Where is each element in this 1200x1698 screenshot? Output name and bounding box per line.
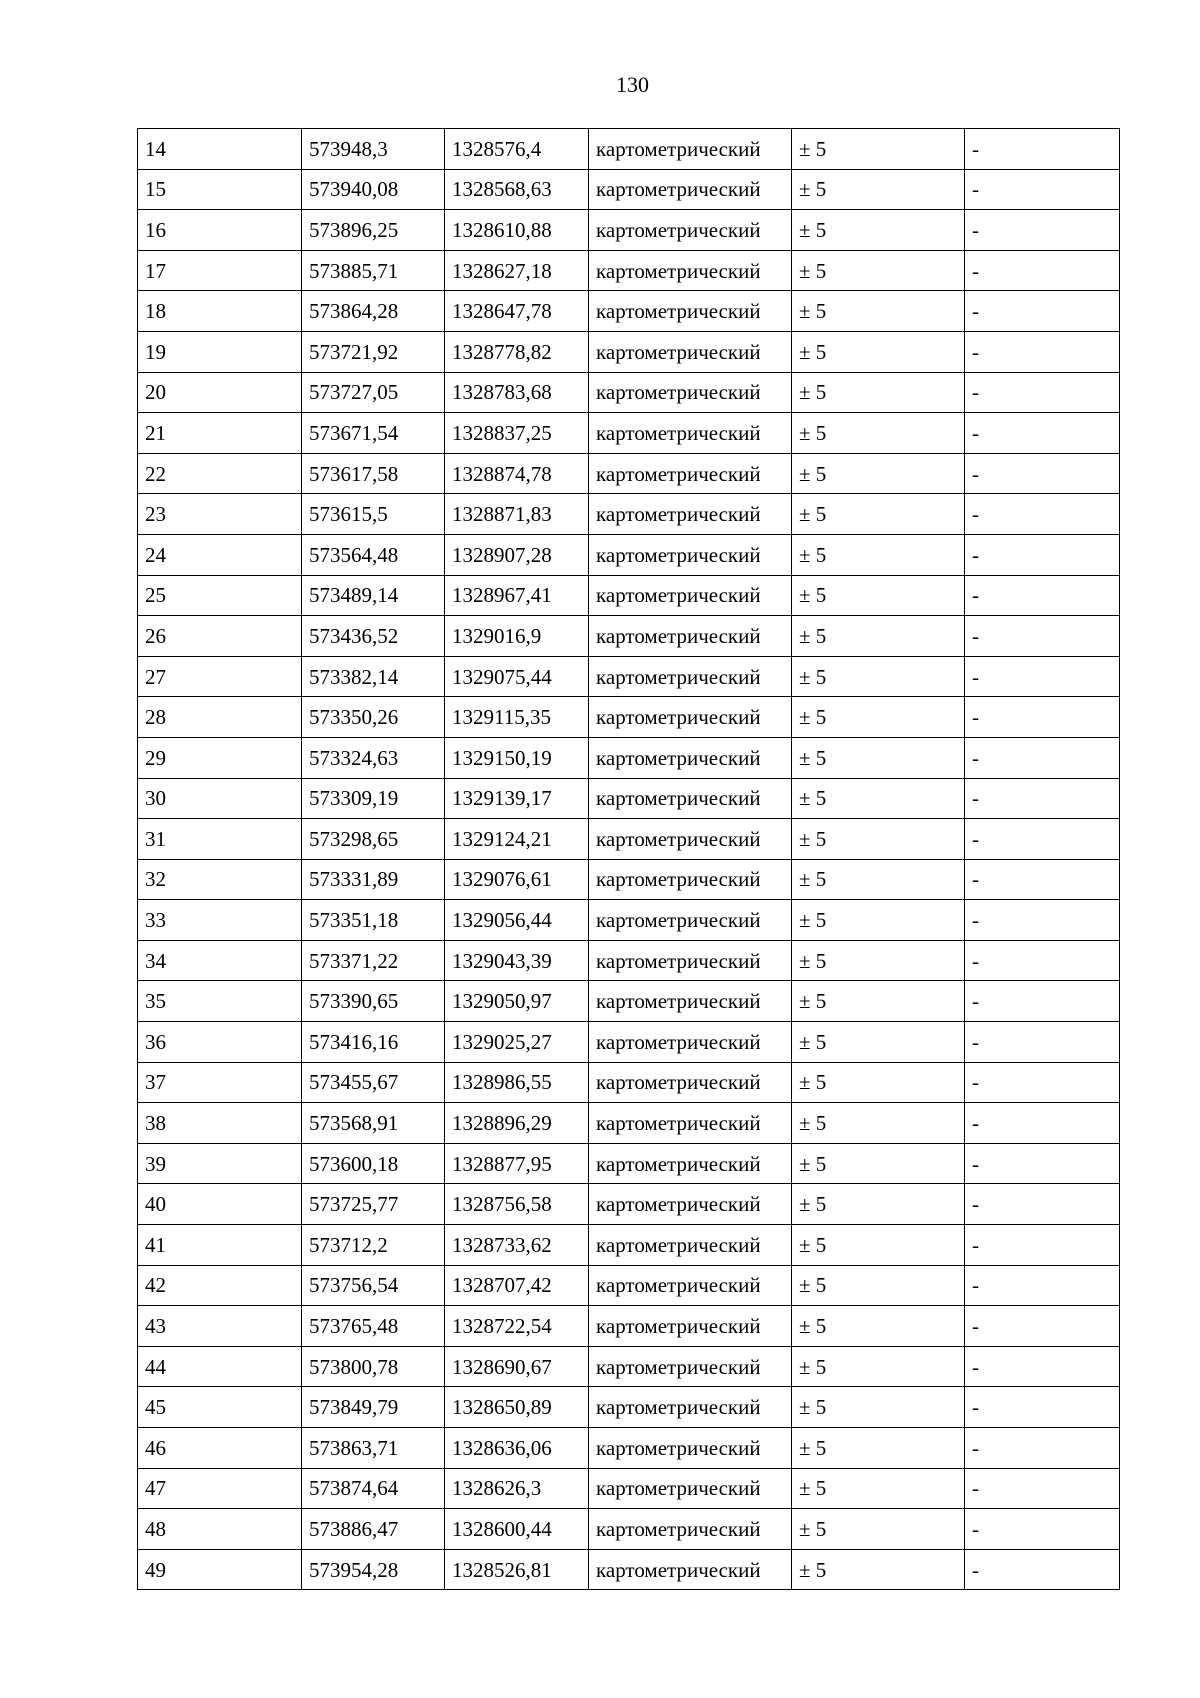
table-row [138, 1225, 1120, 1266]
note-cell: - [965, 1387, 1120, 1428]
method-cell: картометрический [589, 331, 792, 372]
x-coordinate-cell: 573351,18 [302, 900, 445, 941]
note-cell: - [965, 778, 1120, 819]
table-row [138, 1143, 1120, 1184]
y-coordinate-cell: 1328610,88 [445, 210, 589, 251]
x-coordinate-cell: 573298,65 [302, 819, 445, 860]
method-cell: картометрический [589, 656, 792, 697]
note-cell: - [965, 331, 1120, 372]
y-coordinate-cell: 1328526,81 [445, 1549, 589, 1590]
point-number-cell: 31 [138, 819, 302, 860]
y-coordinate-cell: 1328783,68 [445, 372, 589, 413]
x-coordinate-cell: 573885,71 [302, 250, 445, 291]
point-number-cell: 14 [138, 129, 302, 170]
method-cell: картометрический [589, 1549, 792, 1590]
x-coordinate-cell: 573864,28 [302, 291, 445, 332]
table-row [138, 250, 1120, 291]
method-cell: картометрический [589, 575, 792, 616]
note-cell: - [965, 1428, 1120, 1469]
point-number-cell: 32 [138, 859, 302, 900]
note-cell: - [965, 575, 1120, 616]
point-number-cell: 43 [138, 1306, 302, 1347]
y-coordinate-cell: 1328874,78 [445, 453, 589, 494]
accuracy-cell: ± 5 [792, 250, 965, 291]
y-coordinate-cell: 1328756,58 [445, 1184, 589, 1225]
table-row [138, 1103, 1120, 1144]
point-number-cell: 19 [138, 331, 302, 372]
point-number-cell: 49 [138, 1549, 302, 1590]
point-number-cell: 34 [138, 940, 302, 981]
accuracy-cell: ± 5 [792, 1549, 965, 1590]
y-coordinate-cell: 1328877,95 [445, 1143, 589, 1184]
table-row [138, 778, 1120, 819]
x-coordinate-cell: 573712,2 [302, 1225, 445, 1266]
accuracy-cell: ± 5 [792, 169, 965, 210]
note-cell: - [965, 413, 1120, 454]
table-row [138, 129, 1120, 170]
note-cell: - [965, 697, 1120, 738]
table-row [138, 1549, 1120, 1590]
method-cell: картометрический [589, 1306, 792, 1347]
x-coordinate-cell: 573874,64 [302, 1468, 445, 1509]
point-number-cell: 46 [138, 1428, 302, 1469]
accuracy-cell: ± 5 [792, 453, 965, 494]
note-cell: - [965, 291, 1120, 332]
accuracy-cell: ± 5 [792, 819, 965, 860]
method-cell: картометрический [589, 1428, 792, 1469]
method-cell: картометрический [589, 737, 792, 778]
y-coordinate-cell: 1329050,97 [445, 981, 589, 1022]
y-coordinate-cell: 1328896,29 [445, 1103, 589, 1144]
point-number-cell: 20 [138, 372, 302, 413]
method-cell: картометрический [589, 413, 792, 454]
method-cell: картометрический [589, 1184, 792, 1225]
note-cell: - [965, 1468, 1120, 1509]
note-cell: - [965, 250, 1120, 291]
accuracy-cell: ± 5 [792, 413, 965, 454]
x-coordinate-cell: 573863,71 [302, 1428, 445, 1469]
table-row [138, 372, 1120, 413]
x-coordinate-cell: 573615,5 [302, 494, 445, 535]
point-number-cell: 47 [138, 1468, 302, 1509]
y-coordinate-cell: 1328568,63 [445, 169, 589, 210]
x-coordinate-cell: 573455,67 [302, 1062, 445, 1103]
x-coordinate-cell: 573564,48 [302, 534, 445, 575]
table-row [138, 169, 1120, 210]
note-cell: - [965, 453, 1120, 494]
table-row [138, 1346, 1120, 1387]
accuracy-cell: ± 5 [792, 981, 965, 1022]
note-cell: - [965, 1225, 1120, 1266]
note-cell: - [965, 210, 1120, 251]
accuracy-cell: ± 5 [792, 900, 965, 941]
y-coordinate-cell: 1328600,44 [445, 1509, 589, 1550]
y-coordinate-cell: 1329139,17 [445, 778, 589, 819]
table-row [138, 1509, 1120, 1550]
y-coordinate-cell: 1328690,67 [445, 1346, 589, 1387]
y-coordinate-cell: 1328627,18 [445, 250, 589, 291]
note-cell: - [965, 494, 1120, 535]
y-coordinate-cell: 1328707,42 [445, 1265, 589, 1306]
x-coordinate-cell: 573600,18 [302, 1143, 445, 1184]
accuracy-cell: ± 5 [792, 697, 965, 738]
note-cell: - [965, 1062, 1120, 1103]
point-number-cell: 36 [138, 1022, 302, 1063]
table-row [138, 1022, 1120, 1063]
note-cell: - [965, 1184, 1120, 1225]
point-number-cell: 21 [138, 413, 302, 454]
point-number-cell: 48 [138, 1509, 302, 1550]
coordinates-table-body [138, 129, 1120, 1590]
point-number-cell: 23 [138, 494, 302, 535]
method-cell: картометрический [589, 1468, 792, 1509]
table-row [138, 331, 1120, 372]
point-number-cell: 27 [138, 656, 302, 697]
method-cell: картометрический [589, 129, 792, 170]
accuracy-cell: ± 5 [792, 1184, 965, 1225]
method-cell: картометрический [589, 1265, 792, 1306]
x-coordinate-cell: 573489,14 [302, 575, 445, 616]
table-row [138, 1468, 1120, 1509]
point-number-cell: 22 [138, 453, 302, 494]
y-coordinate-cell: 1329043,39 [445, 940, 589, 981]
table-row [138, 656, 1120, 697]
x-coordinate-cell: 573331,89 [302, 859, 445, 900]
method-cell: картометрический [589, 1022, 792, 1063]
table-row [138, 291, 1120, 332]
accuracy-cell: ± 5 [792, 129, 965, 170]
table-row [138, 737, 1120, 778]
y-coordinate-cell: 1328967,41 [445, 575, 589, 616]
x-coordinate-cell: 573436,52 [302, 616, 445, 657]
y-coordinate-cell: 1328871,83 [445, 494, 589, 535]
x-coordinate-cell: 573382,14 [302, 656, 445, 697]
accuracy-cell: ± 5 [792, 575, 965, 616]
note-cell: - [965, 616, 1120, 657]
x-coordinate-cell: 573800,78 [302, 1346, 445, 1387]
accuracy-cell: ± 5 [792, 1062, 965, 1103]
point-number-cell: 24 [138, 534, 302, 575]
note-cell: - [965, 656, 1120, 697]
accuracy-cell: ± 5 [792, 291, 965, 332]
point-number-cell: 15 [138, 169, 302, 210]
point-number-cell: 40 [138, 1184, 302, 1225]
point-number-cell: 26 [138, 616, 302, 657]
x-coordinate-cell: 573416,16 [302, 1022, 445, 1063]
note-cell: - [965, 169, 1120, 210]
point-number-cell: 25 [138, 575, 302, 616]
x-coordinate-cell: 573954,28 [302, 1549, 445, 1590]
table-row [138, 413, 1120, 454]
y-coordinate-cell: 1329056,44 [445, 900, 589, 941]
table-row [138, 900, 1120, 941]
accuracy-cell: ± 5 [792, 1103, 965, 1144]
y-coordinate-cell: 1328986,55 [445, 1062, 589, 1103]
note-cell: - [965, 1022, 1120, 1063]
note-cell: - [965, 859, 1120, 900]
y-coordinate-cell: 1328647,78 [445, 291, 589, 332]
accuracy-cell: ± 5 [792, 210, 965, 251]
y-coordinate-cell: 1329025,27 [445, 1022, 589, 1063]
accuracy-cell: ± 5 [792, 940, 965, 981]
point-number-cell: 35 [138, 981, 302, 1022]
accuracy-cell: ± 5 [792, 1428, 965, 1469]
method-cell: картометрический [589, 1387, 792, 1428]
method-cell: картометрический [589, 250, 792, 291]
table-row [138, 1062, 1120, 1103]
accuracy-cell: ± 5 [792, 372, 965, 413]
point-number-cell: 39 [138, 1143, 302, 1184]
method-cell: картометрический [589, 534, 792, 575]
x-coordinate-cell: 573371,22 [302, 940, 445, 981]
method-cell: картометрический [589, 1346, 792, 1387]
point-number-cell: 33 [138, 900, 302, 941]
x-coordinate-cell: 573390,65 [302, 981, 445, 1022]
y-coordinate-cell: 1328907,28 [445, 534, 589, 575]
accuracy-cell: ± 5 [792, 331, 965, 372]
note-cell: - [965, 1306, 1120, 1347]
method-cell: картометрический [589, 859, 792, 900]
method-cell: картометрический [589, 616, 792, 657]
note-cell: - [965, 534, 1120, 575]
x-coordinate-cell: 573886,47 [302, 1509, 445, 1550]
point-number-cell: 41 [138, 1225, 302, 1266]
table-row [138, 697, 1120, 738]
y-coordinate-cell: 1329075,44 [445, 656, 589, 697]
point-number-cell: 29 [138, 737, 302, 778]
method-cell: картометрический [589, 453, 792, 494]
accuracy-cell: ± 5 [792, 737, 965, 778]
x-coordinate-cell: 573727,05 [302, 372, 445, 413]
x-coordinate-cell: 573671,54 [302, 413, 445, 454]
y-coordinate-cell: 1328722,54 [445, 1306, 589, 1347]
table-row [138, 453, 1120, 494]
x-coordinate-cell: 573940,08 [302, 169, 445, 210]
table-row [138, 1428, 1120, 1469]
y-coordinate-cell: 1329076,61 [445, 859, 589, 900]
note-cell: - [965, 1143, 1120, 1184]
accuracy-cell: ± 5 [792, 778, 965, 819]
method-cell: картометрический [589, 1225, 792, 1266]
y-coordinate-cell: 1328778,82 [445, 331, 589, 372]
method-cell: картометрический [589, 291, 792, 332]
point-number-cell: 42 [138, 1265, 302, 1306]
note-cell: - [965, 1103, 1120, 1144]
x-coordinate-cell: 573948,3 [302, 129, 445, 170]
note-cell: - [965, 940, 1120, 981]
point-number-cell: 30 [138, 778, 302, 819]
coordinates-table [137, 128, 1120, 1590]
table-row [138, 859, 1120, 900]
method-cell: картометрический [589, 494, 792, 535]
accuracy-cell: ± 5 [792, 1225, 965, 1266]
accuracy-cell: ± 5 [792, 1387, 965, 1428]
point-number-cell: 38 [138, 1103, 302, 1144]
table-row [138, 1184, 1120, 1225]
point-number-cell: 44 [138, 1346, 302, 1387]
method-cell: картометрический [589, 1143, 792, 1184]
y-coordinate-cell: 1328576,4 [445, 129, 589, 170]
method-cell: картометрический [589, 900, 792, 941]
accuracy-cell: ± 5 [792, 1306, 965, 1347]
table-row [138, 616, 1120, 657]
x-coordinate-cell: 573324,63 [302, 737, 445, 778]
point-number-cell: 17 [138, 250, 302, 291]
point-number-cell: 16 [138, 210, 302, 251]
y-coordinate-cell: 1328626,3 [445, 1468, 589, 1509]
y-coordinate-cell: 1329150,19 [445, 737, 589, 778]
accuracy-cell: ± 5 [792, 656, 965, 697]
table-row [138, 575, 1120, 616]
method-cell: картометрический [589, 697, 792, 738]
note-cell: - [965, 819, 1120, 860]
point-number-cell: 28 [138, 697, 302, 738]
note-cell: - [965, 737, 1120, 778]
note-cell: - [965, 1346, 1120, 1387]
x-coordinate-cell: 573721,92 [302, 331, 445, 372]
point-number-cell: 18 [138, 291, 302, 332]
accuracy-cell: ± 5 [792, 534, 965, 575]
note-cell: - [965, 981, 1120, 1022]
accuracy-cell: ± 5 [792, 1143, 965, 1184]
note-cell: - [965, 1549, 1120, 1590]
method-cell: картометрический [589, 372, 792, 413]
point-number-cell: 45 [138, 1387, 302, 1428]
method-cell: картометрический [589, 169, 792, 210]
note-cell: - [965, 372, 1120, 413]
y-coordinate-cell: 1328837,25 [445, 413, 589, 454]
page-number: 130 [616, 72, 649, 97]
note-cell: - [965, 900, 1120, 941]
x-coordinate-cell: 573849,79 [302, 1387, 445, 1428]
x-coordinate-cell: 573756,54 [302, 1265, 445, 1306]
x-coordinate-cell: 573309,19 [302, 778, 445, 819]
x-coordinate-cell: 573568,91 [302, 1103, 445, 1144]
method-cell: картометрический [589, 778, 792, 819]
method-cell: картометрический [589, 210, 792, 251]
accuracy-cell: ± 5 [792, 859, 965, 900]
y-coordinate-cell: 1328733,62 [445, 1225, 589, 1266]
y-coordinate-cell: 1328650,89 [445, 1387, 589, 1428]
table-row [138, 1387, 1120, 1428]
x-coordinate-cell: 573350,26 [302, 697, 445, 738]
y-coordinate-cell: 1329124,21 [445, 819, 589, 860]
y-coordinate-cell: 1329115,35 [445, 697, 589, 738]
method-cell: картометрический [589, 1509, 792, 1550]
x-coordinate-cell: 573725,77 [302, 1184, 445, 1225]
table-row [138, 981, 1120, 1022]
y-coordinate-cell: 1329016,9 [445, 616, 589, 657]
accuracy-cell: ± 5 [792, 1468, 965, 1509]
x-coordinate-cell: 573617,58 [302, 453, 445, 494]
point-number-cell: 37 [138, 1062, 302, 1103]
x-coordinate-cell: 573896,25 [302, 210, 445, 251]
accuracy-cell: ± 5 [792, 1509, 965, 1550]
x-coordinate-cell: 573765,48 [302, 1306, 445, 1347]
note-cell: - [965, 1265, 1120, 1306]
y-coordinate-cell: 1328636,06 [445, 1428, 589, 1469]
table-row [138, 1306, 1120, 1347]
note-cell: - [965, 1509, 1120, 1550]
table-row [138, 494, 1120, 535]
table-row [138, 819, 1120, 860]
method-cell: картометрический [589, 819, 792, 860]
accuracy-cell: ± 5 [792, 1346, 965, 1387]
accuracy-cell: ± 5 [792, 1265, 965, 1306]
table-row [138, 210, 1120, 251]
accuracy-cell: ± 5 [792, 1022, 965, 1063]
accuracy-cell: ± 5 [792, 616, 965, 657]
method-cell: картометрический [589, 940, 792, 981]
method-cell: картометрический [589, 1103, 792, 1144]
note-cell: - [965, 129, 1120, 170]
method-cell: картометрический [589, 981, 792, 1022]
accuracy-cell: ± 5 [792, 494, 965, 535]
table-row [138, 534, 1120, 575]
method-cell: картометрический [589, 1062, 792, 1103]
table-row [138, 940, 1120, 981]
table-row [138, 1265, 1120, 1306]
